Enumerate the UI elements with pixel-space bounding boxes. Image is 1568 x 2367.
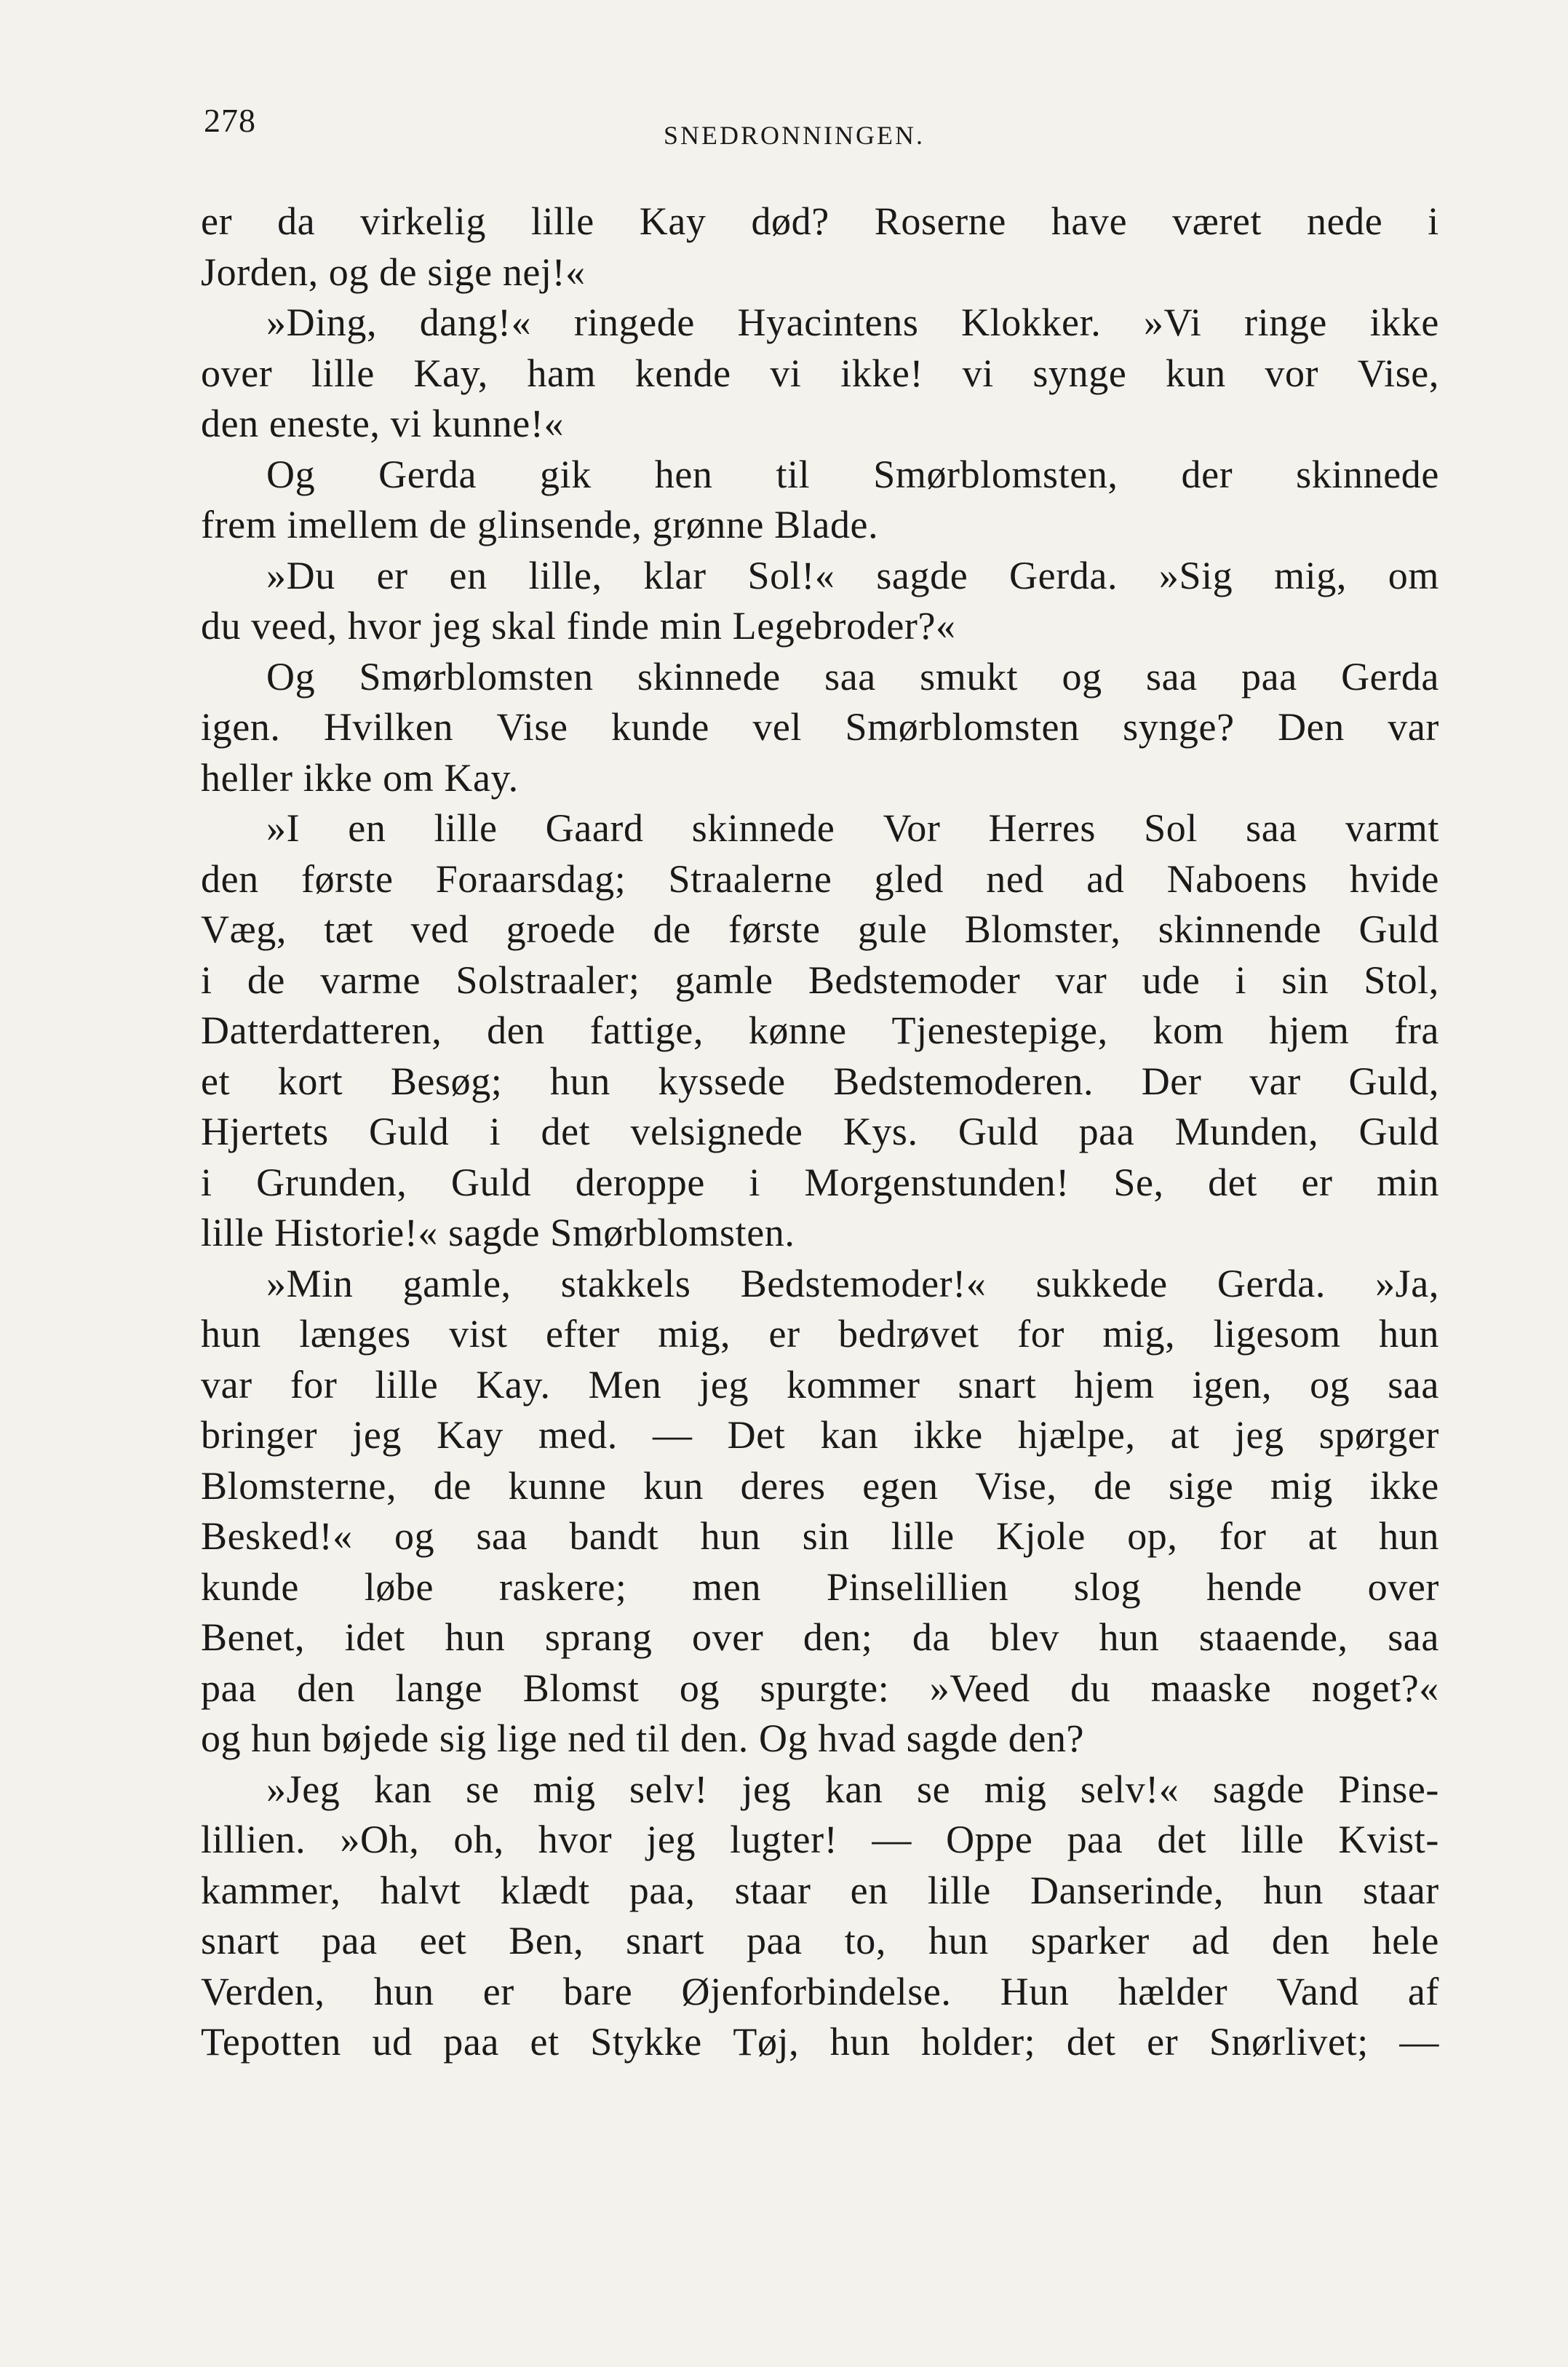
text-line: igen. Hvilken Vise kunde vel Smørblomsten synge? Den var <box>201 705 1439 749</box>
text-line: er da virkelig lille Kay død? Roserne have været nede i <box>201 199 1439 243</box>
text-line: Besked!« og saa bandt hun sin lille Kjole op, for at hun <box>201 1514 1439 1558</box>
text-line: Blomsterne, de kunne kun deres egen Vise, de sige mig ikke <box>201 1463 1439 1508</box>
text-line: Jorden, og de sige nej!« <box>201 250 586 294</box>
text-line: »Du er en lille, klar Sol!« sagde Gerda. »Sig mig, om <box>266 553 1439 597</box>
text-line: Verden, hun er bare Øjenforbindelse. Hun hælder Vand af <box>201 1969 1439 2013</box>
text-line: snart paa eet Ben, snart paa to, hun sparker ad den hele <box>201 1919 1439 1962</box>
text-line: »Jeg kan se mig selv! jeg kan se mig selv!« sagde Pinse- <box>266 1767 1439 1811</box>
text-line: hun længes vist efter mig, er bedrøvet for mig, ligesom hun <box>201 1312 1439 1356</box>
text-line: og hun bøjede sig lige ned til den. Og hvad sagde den? <box>201 1716 1085 1760</box>
text-line: frem imellem de glinsende, grønne Blade. <box>201 503 879 546</box>
text-line: den første Foraarsdag; Straalerne gled ned ad Naboens hvide <box>201 856 1439 901</box>
text-line: paa den lange Blomst og spurgte: »Veed du maaske noget?« <box>201 1666 1439 1710</box>
text-line: kammer, halvt klædt paa, staar en lille Danserinde, hun staar <box>201 1868 1439 1912</box>
text-line: Og Gerda gik hen til Smørblomsten, der skinnede <box>266 452 1439 496</box>
text-line: lille Historie!« sagde Smørblomsten. <box>201 1211 795 1254</box>
text-line: var for lille Kay. Men jeg kommer snart hjem igen, og saa <box>201 1362 1439 1407</box>
text-line: Datterdatteren, den fattige, kønne Tjenestepige, kom hjem fra <box>201 1009 1439 1052</box>
text-line: heller ikke om Kay. <box>201 755 519 800</box>
text-line: i de varme Solstraaler; gamle Bedstemoder var ude i sin Stol, <box>201 958 1439 1002</box>
text-line: »I en lille Gaard skinnede Vor Herres Sol saa varmt <box>266 806 1439 850</box>
body-text <box>201 196 1439 2068</box>
text-line: Tepotten ud paa et Stykke Tøj, hun holder; det er Snørlivet; — <box>201 2020 1439 2064</box>
text-line: Væg, tæt ved groede de første gule Blomster, skinnende Guld <box>201 907 1439 951</box>
text-line: Benet, idet hun sprang over den; da blev hun staaende, saa <box>201 1615 1439 1659</box>
text-line: »Min gamle, stakkels Bedstemoder!« sukkede Gerda. »Ja, <box>266 1261 1439 1305</box>
text-line: Hjertets Guld i det velsignede Kys. Guld paa Munden, Guld <box>201 1110 1439 1153</box>
text-line: du veed, hvor jeg skal finde min Legebroder?« <box>201 604 956 648</box>
page-number: 278 <box>204 102 256 139</box>
text-line: kunde løbe raskere; men Pinselillien slog hende over <box>201 1564 1439 1609</box>
text-line: over lille Kay, ham kende vi ikke! vi synge kun vor Vise, <box>201 351 1439 395</box>
text-line: bringer jeg Kay med. — Det kan ikke hjælpe, at jeg spørger <box>201 1413 1439 1457</box>
text-line: lillien. »Oh, oh, hvor jeg lugter! — Oppe paa det lille Kvist- <box>201 1818 1439 1861</box>
running-head: SNEDRONNINGEN. <box>664 121 925 150</box>
text-line: i Grunden, Guld deroppe i Morgenstunden! Se, det er min <box>201 1160 1439 1204</box>
text-line: et kort Besøg; hun kyssede Bedstemoderen. Der var Guld, <box>201 1059 1439 1103</box>
text-line: »Ding, dang!« ringede Hyacintens Klokker. »Vi ringe ikke <box>266 301 1439 344</box>
text-line: den eneste, vi kunne!« <box>201 402 565 445</box>
text-line: Og Smørblomsten skinnede saa smukt og saa paa Gerda <box>266 654 1439 699</box>
